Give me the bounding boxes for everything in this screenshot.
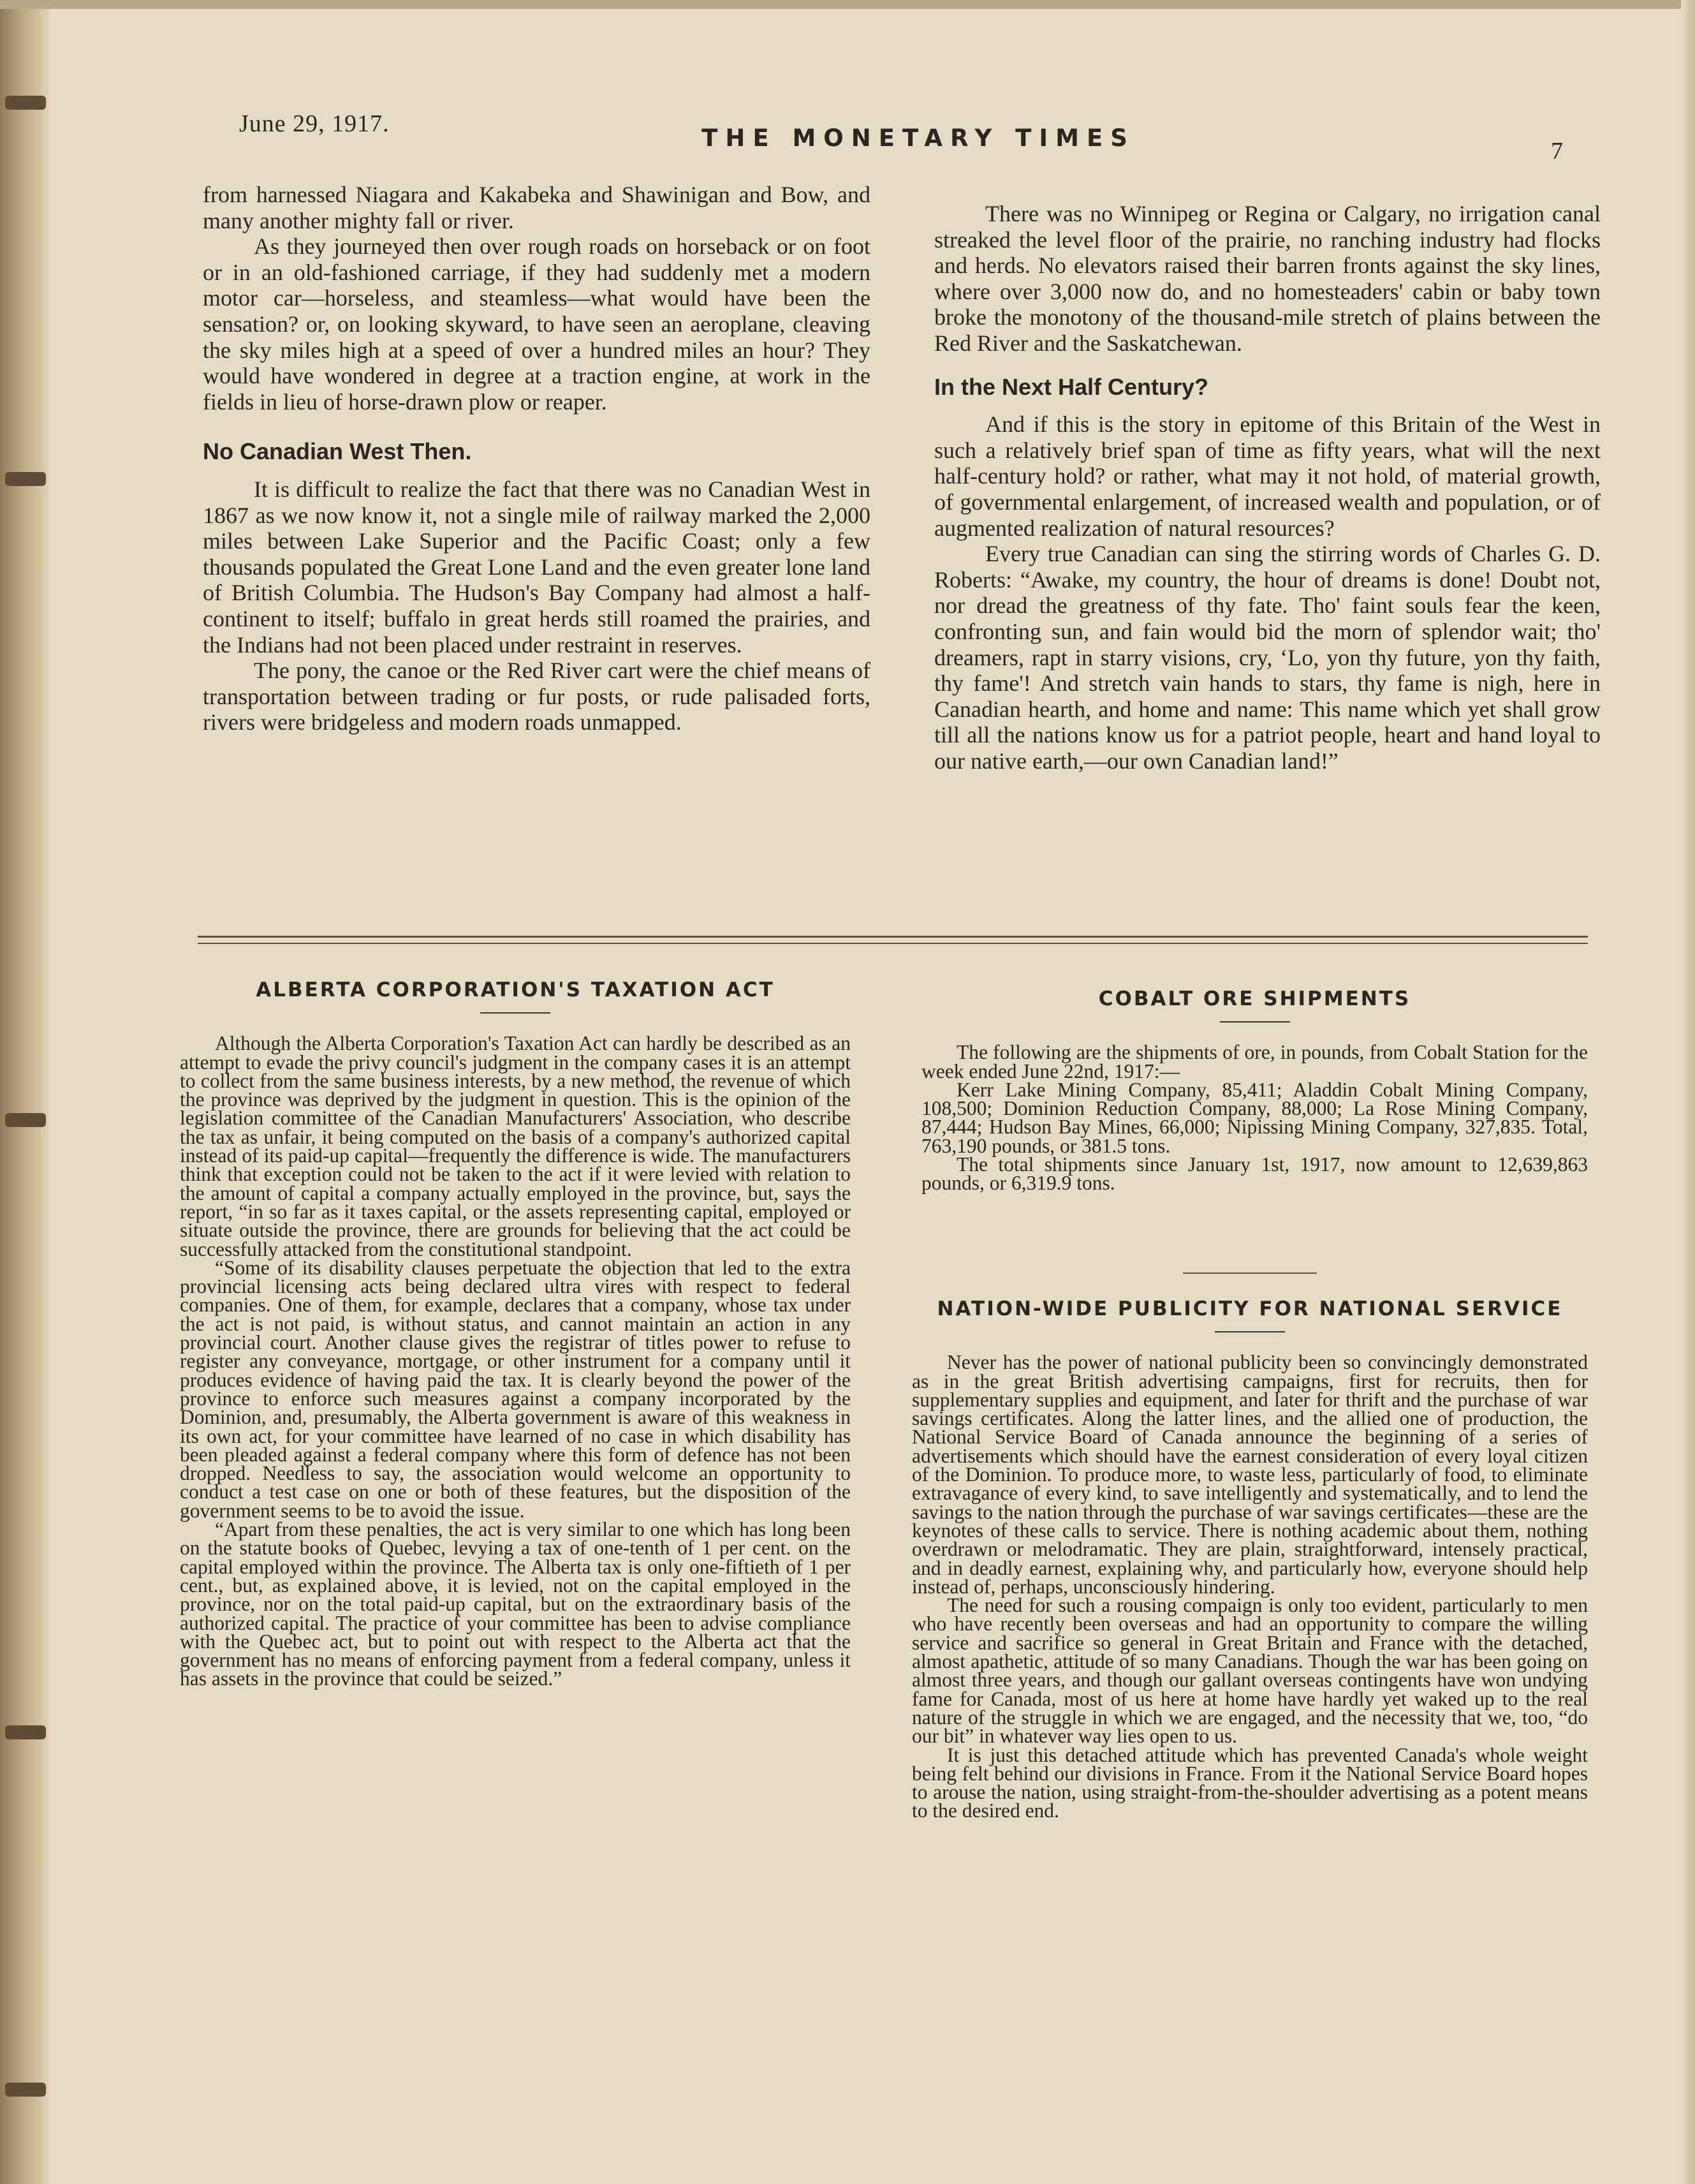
section-separator (198, 943, 1588, 944)
paragraph: Every true Canadian can sing the stirring words of Charles G. D. Roberts: “Awake, my country, the hour of dreams is done! Doubt not, nor dread the greatness of thy fate. Tho' faint souls fear the keen, confronting sun, and fain would bid the morn of splendor wait; tho' dreamers, rapt in starry visions, cry, ‘Lo, yon thy future, yon thy faith, thy fame'! And stretch vain hands to stars, thy fame is nigh, here in Canadian hearth, and home and name: This name which yet shall grow till all the nations know us for a patriot people, heart and hand loyal to our native earth,—our own Canadian land!” (934, 541, 1601, 774)
paragraph: As they journeyed then over rough roads on horseback or on foot or in an old-fashioned carriage, if they had suddenly met a modern motor car—horseless, and steamless—what would have been the sensation? or, on looking skyward, to have seen an aeroplane, cleaving the sky miles high at a speed of over a hundred miles an hour? They would have wondered in degree at a traction engine, at work in the fields in lieu of horse-drawn plow or reaper. (203, 233, 870, 415)
page-right-edge (1681, 0, 1695, 2184)
article-title: COBALT ORE SHIPMENTS (1098, 987, 1411, 1010)
publication-title: THE MONETARY TIMES (701, 124, 1135, 152)
cobalt-article (921, 987, 1588, 1195)
section-subhead: In the Next Half Century? (934, 373, 1209, 400)
paragraph: The following are the shipments of ore, in pounds, from Cobalt Station for the week ended June 22nd, 1917:— (921, 1041, 1588, 1082)
title-rule (1215, 1331, 1285, 1332)
article-title: NATION-WIDE PUBLICITY FOR NATIONAL SERVICE (937, 1297, 1563, 1320)
title-rule (1220, 1021, 1290, 1022)
paragraph: It is difficult to realize the fact that there was no Canadian West in 1867 as we now know it, not a single mile of railway marked the 2,000 miles between Lake Superior and the Pacific Coast; only a few thousands populated the Great Lone Land and the even greater lone land of British Columbia. The Hudson's Bay Company had almost a half-continent to itself; buffalo in great herds still roamed the prairies, and the Indians had not been placed under restraint in reserves. (203, 476, 870, 658)
section-subhead: No Canadian West Then. (203, 438, 472, 465)
alberta-article (180, 978, 851, 1690)
paragraph: And if this is the story in epitome of this Britain of the West in such a relatively brief span of time as fifty years, what will the next half-century hold? or rather, what may it not hold, of material growth, of governmental enlargement, of increased wealth and population, or of augmented realization of natural resources? (934, 411, 1601, 541)
upper-right-column (934, 201, 1601, 774)
paragraph: Never has the power of national publicity been so convincingly demonstrated as in the great British advertising campaigns, first for recruits, then for supplementary supplies and equipment, and later for thrift and the purchase of war savings certificates. Along the latter lines, and the allied one of production, the National Service Board of Canada announce the beginning of a series of advertisements which should have the earnest consideration of every loyal citizen of the Dominion. To produce more, to waste less, particularly of food, to eliminate extravagance of every kind, to save intelligently and systematically, and to lend the savings to the nation through the purchase of war savings certificates—these are the keynotes of these calls to service. There is nothing academic about them, nothing overdrawn or melodramatic. They are plain, straightforward, intensely practical, and in deadly earnest, explaining why, and particularly how, everyone should help instead of, perhaps, unconsciously hindering. (912, 1351, 1588, 1598)
paragraph: There was no Winnipeg or Regina or Calgary, no irrigation canal streaked the level floor of the prairie, no ranching industry had flocks and herds. No elevators raised their barren fronts against the sky lines, where over 3,000 now do, and no homesteaders' cabin or baby town broke the monotony of the thousand-mile stretch of plains between the Red River and the Saskatchewan. (934, 201, 1601, 356)
paragraph: Kerr Lake Mining Company, 85,411; Aladdin Cobalt Mining Company, 108,500; Dominion Reduction Company, 88,000; La Rose Mining Company, 87,444; Hudson Bay Mines, 66,000; Nipissing Mining Company, 327,835. Total, 763,190 pounds, or 381.5 tons. (921, 1078, 1588, 1157)
paragraph: “Some of its disability clauses perpetuate the objection that led to the extra provincial licensing acts being declared ultra vires with respect to federal companies. One of them, for example, declares that a company, whose tax under the act is not paid, is without status, and cannot maintain an action in any provincial court. Another clause gives the registrar of titles power to refuse to register any conveyance, mortgage, or other instrument for a company until it produces evidence of having paid the tax. It is clearly beyond the power of the province to enforce such measures against a company incorporated by the Dominion, and, presumably, the Alberta government is aware of this weakness in its own act, for your committee have learned of no case in which disability has been pleaded against a federal company where this form of defence has not been dropped. Needless to say, the association would welcome an opportunity to conduct a test case on one or both of these features, but the disposition of the government seems to be to avoid the issue. (180, 1256, 851, 1522)
issue-date: June 29, 1917. (239, 110, 390, 137)
binding-stitch (5, 472, 46, 486)
section-separator (198, 936, 1588, 938)
paragraph: It is just this detached attitude which has prevented Canada's whole weight being felt behind our divisions in France. From it the National Service Board hopes to arouse the nation, using straight-from-the-shoulder advertising as a potent means to the desired end. (912, 1743, 1588, 1822)
page-top-edge (0, 0, 1695, 9)
binding-stitch (5, 96, 46, 110)
upper-left-column (203, 182, 870, 735)
paragraph: The pony, the canoe or the Red River cart were the chief means of transportation between trading or fur posts, or rude palisaded forts, rivers were bridgeless and modern roads unmapped. (203, 658, 870, 735)
binding-stitch (5, 1113, 46, 1127)
article-separator (1183, 1273, 1317, 1274)
national-service-article (912, 1297, 1588, 1822)
page-binding (0, 0, 50, 2184)
paragraph: “Apart from these penalties, the act is very similar to one which has long been on the statute books of Quebec, levying a tax of one-tenth of 1 per cent. on the capital employed within the province. The Alberta tax is only one-fiftieth of 1 per cent., but, as explained above, it is levied, not on the capital employed in the province, nor on the total paid-up capital, but on the extraordinary basis of the authorized capital. The practice of your committee has been to advise compliance with the Quebec act, but to point out with respect to the Alberta act that the government has no means of enforcing payment from a federal company, unless it has assets in the province that could be seized.” (180, 1518, 851, 1690)
article-title: ALBERTA CORPORATION'S TAXATION ACT (256, 978, 775, 1001)
page-number: 7 (1551, 138, 1563, 165)
paragraph: Although the Alberta Corporation's Taxation Act can hardly be described as an attempt to evade the privy council's judgment in the company cases it is an attempt to collect from the same business interests, by a new method, the revenue of which the province was deprived by the judgment in question. This is the opinion of the legislation committee of the Canadian Manufacturers' Association, who describe the tax as unfair, it being computed on the basis of a company's authorized capital instead of its paid-up capital—frequently the difference is wide. The manufacturers think that exception could not be taken to the act if it were levied with relation to the amount of capital a company actually employed in the province, but, says the report, “in so far as it taxes capital, or the assets representing capital, employed or situate outside the province, there are grounds for believing that the act could be successfully attacked from the constitutional standpoint. (180, 1032, 851, 1260)
binding-stitch (5, 1725, 46, 1739)
binding-stitch (5, 2083, 46, 2097)
paragraph: The total shipments since January 1st, 1917, now amount to 12,639,863 pounds, or 6,319.9 tons. (921, 1153, 1588, 1195)
paragraph: from harnessed Niagara and Kakabeka and Shawinigan and Bow, and many another mighty fall or river. (203, 182, 870, 233)
paragraph: The need for such a rousing compaign is only too evident, particularly to men who have recently been overseas and had an opportunity to compare the willing service and sacrifice so general in Great Britain and France with the detached, almost apathetic, attitude of so many Canadians. Though the war has been going on almost three years, and though our gallant overseas contingents have won undying fame for Canada, most of us here at home have hardly yet waked up to the real nature of the struggle in which we are engaged, and the necessity that we, too, “do our bit” in whatever way lies open to us. (912, 1594, 1588, 1748)
title-rule (480, 1012, 550, 1014)
